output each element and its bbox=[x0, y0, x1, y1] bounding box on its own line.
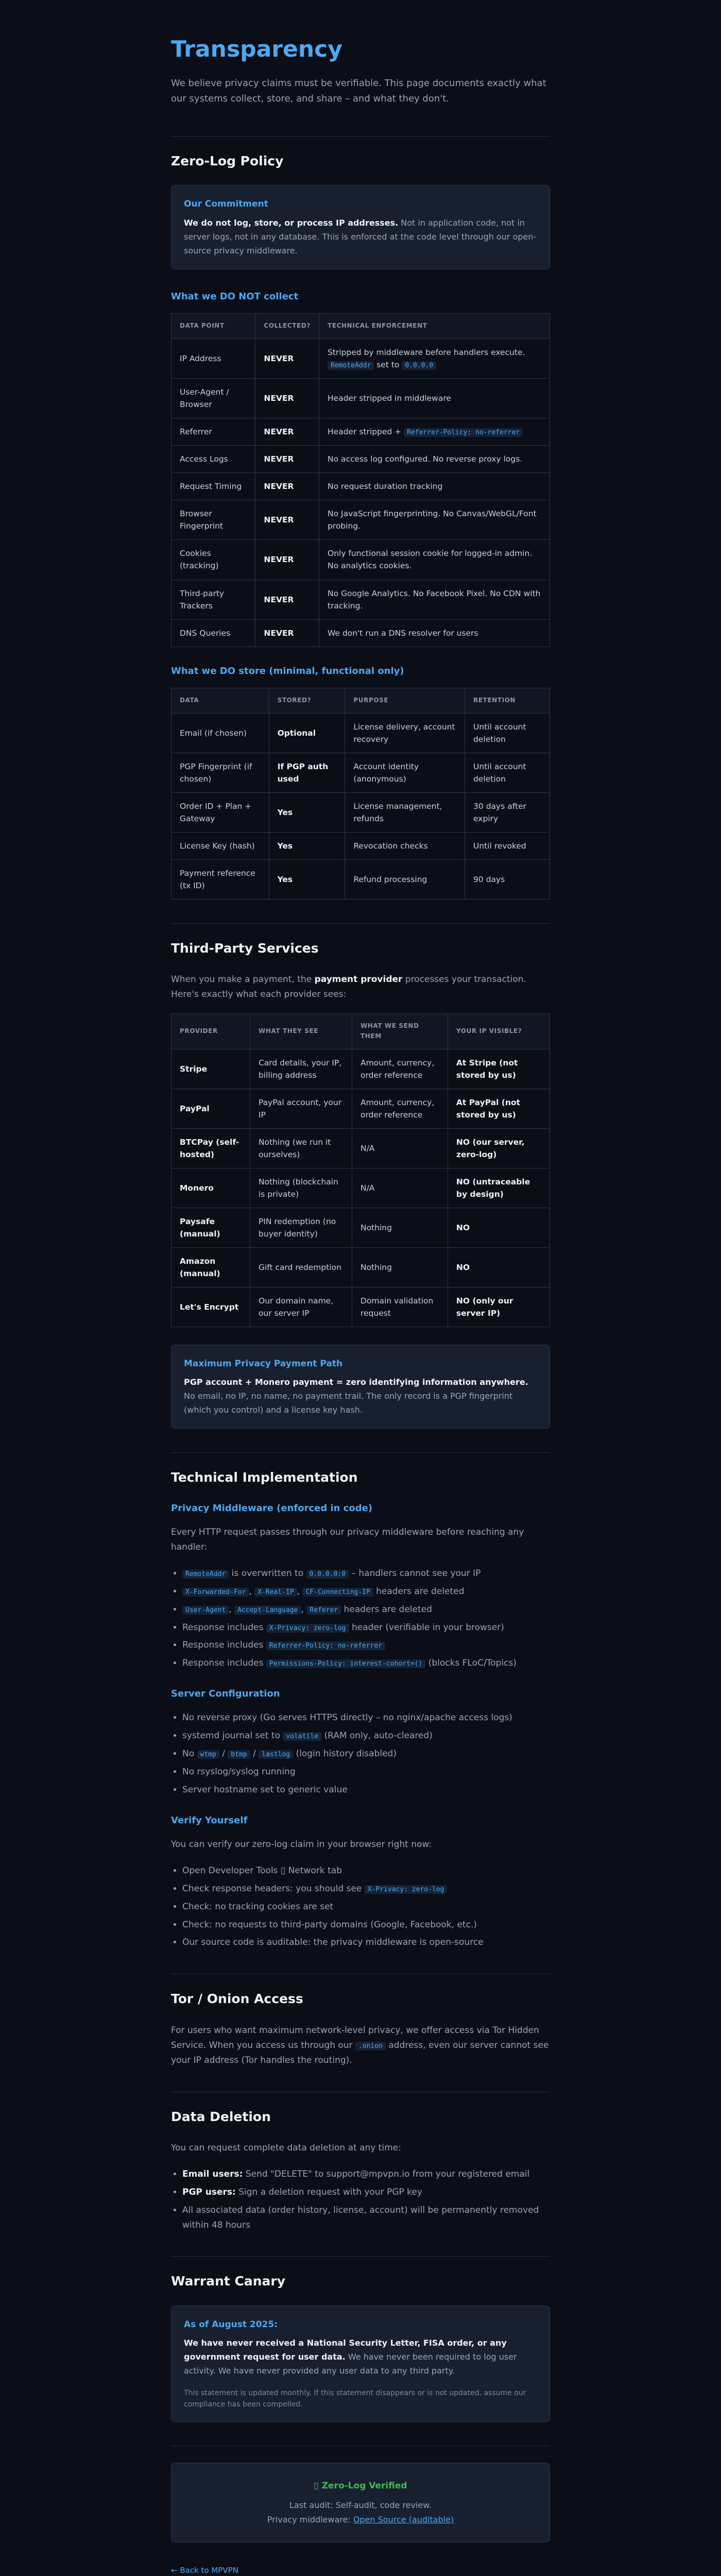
retention-cell: 30 days after expiry bbox=[465, 792, 550, 832]
inline-code: Accept-Language bbox=[234, 1606, 301, 1615]
enforcement-cell bbox=[319, 540, 550, 580]
server-list bbox=[171, 1710, 550, 1797]
inline-code: 0.0.0.0 bbox=[402, 361, 436, 370]
they-see-cell: Nothing (blockchain is private) bbox=[250, 1168, 352, 1208]
intro-pre: When you make a payment, the bbox=[171, 974, 315, 985]
table-row bbox=[171, 753, 550, 792]
list-item bbox=[182, 1620, 550, 1635]
collected-cell: NEVER bbox=[255, 540, 319, 580]
inline-code: User-Agent bbox=[182, 1606, 229, 1615]
inline-text: / bbox=[250, 1749, 259, 1759]
inline-code: RemoteAddr bbox=[328, 361, 374, 370]
store-table bbox=[171, 688, 550, 900]
zero-log-section bbox=[171, 153, 550, 900]
list-item bbox=[182, 1900, 550, 1914]
column-header: WHAT WE SEND THEM bbox=[352, 1013, 448, 1049]
list-item bbox=[182, 1638, 550, 1653]
canary-rest: We have never been required to log user activity. We have never provided any user data to any third party. bbox=[184, 2352, 517, 2376]
inline-text: Check: no tracking cookies are set bbox=[182, 1901, 334, 1912]
collected-cell: NEVER bbox=[255, 619, 319, 647]
table-row bbox=[171, 580, 550, 619]
inline-text: – handlers cannot see your IP bbox=[349, 1568, 481, 1579]
data-point-cell: Referrer bbox=[171, 418, 255, 446]
table-row bbox=[171, 379, 550, 418]
inline-code: X-Privacy: zero-log bbox=[365, 1885, 448, 1894]
not-collect-heading: What we DO NOT collect bbox=[171, 291, 299, 302]
inline-text: No reverse proxy (Go serves HTTPS directly – no nginx/apache access logs) bbox=[182, 1713, 512, 1723]
list-item bbox=[182, 1728, 550, 1743]
stored-cell: Optional bbox=[269, 713, 345, 753]
inline-text: No access log configured. No reverse proxy logs. bbox=[328, 454, 523, 464]
enforcement-cell bbox=[319, 418, 550, 446]
they-see-cell: Our domain name, our server IP bbox=[250, 1287, 352, 1327]
table-row bbox=[171, 859, 550, 899]
inline-text: We don't run a DNS resolver for users bbox=[328, 628, 478, 638]
data-point-cell: Third-party Trackers bbox=[171, 580, 255, 619]
ip-visible-cell: NO (only our server IP) bbox=[448, 1287, 550, 1327]
ip-visible-cell: NO bbox=[448, 1208, 550, 1247]
column-header: YOUR IP VISIBLE? bbox=[448, 1013, 550, 1049]
provider-cell: PayPal bbox=[171, 1089, 250, 1128]
stored-cell: Yes bbox=[269, 859, 345, 899]
column-header: COLLECTED? bbox=[255, 314, 319, 339]
data-point-cell: User-Agent / Browser bbox=[171, 379, 255, 418]
ip-visible-cell: At Stripe (not stored by us) bbox=[448, 1049, 550, 1089]
onion-code: .onion bbox=[355, 2042, 386, 2050]
page-title: Transparency bbox=[171, 36, 342, 62]
inline-text: header (verifiable in your browser) bbox=[349, 1622, 504, 1633]
column-header: WHAT THEY SEE bbox=[250, 1013, 352, 1049]
middleware-list bbox=[171, 1566, 550, 1671]
list-item bbox=[182, 1710, 550, 1725]
column-header: DATA bbox=[171, 688, 269, 713]
we-send-cell: N/A bbox=[352, 1168, 448, 1208]
inline-text: Check: no requests to third-party domains (Google, Facebook, etc.) bbox=[182, 1919, 477, 1930]
list-item bbox=[182, 1882, 550, 1896]
inline-text: , bbox=[229, 1604, 235, 1615]
they-see-cell: Card details, your IP, billing address bbox=[250, 1049, 352, 1089]
inline-text: Response includes bbox=[182, 1640, 266, 1651]
ip-visible-cell: At PayPal (not stored by us) bbox=[448, 1089, 550, 1128]
inline-text: No Google Analytics. No Facebook Pixel. No CDN with tracking. bbox=[328, 588, 541, 611]
inline-text: Open Developer Tools ▯ Network tab bbox=[182, 1865, 342, 1876]
inline-text: Response includes bbox=[182, 1622, 266, 1633]
tor-text-post: address, even our server cannot see your IP address (Tor handles the routing). bbox=[171, 2040, 549, 2065]
stored-cell: Yes bbox=[269, 832, 345, 859]
middleware-intro: Every HTTP request passes through our privacy middleware before reaching any handler: bbox=[171, 1527, 524, 1552]
table-row bbox=[171, 619, 550, 647]
column-header: PURPOSE bbox=[345, 688, 465, 713]
table-row bbox=[171, 1287, 550, 1327]
inline-text: headers are deleted bbox=[341, 1604, 432, 1615]
tor-text-pre: For users who want maximum network-level privacy, we offer access via Tor Hidden Service. When you access us through our bbox=[171, 2025, 539, 2050]
inline-text: No request duration tracking bbox=[328, 482, 443, 492]
inline-text: No JavaScript fingerprinting. No Canvas/WebGL/Font probing. bbox=[328, 509, 537, 531]
data-point-cell: DNS Queries bbox=[171, 619, 255, 647]
canary-strong: We have never received a National Security Letter, FISA order, or any government request for user data. bbox=[184, 2338, 507, 2362]
collected-cell: NEVER bbox=[255, 446, 319, 473]
zero-log-heading: Zero-Log Policy bbox=[171, 153, 284, 168]
data-cell: Order ID + Plan + Gateway bbox=[171, 792, 269, 832]
server-heading: Server Configuration bbox=[171, 1688, 280, 1700]
inline-text: Our source code is auditable: the privacy middleware is open-source bbox=[182, 1937, 484, 1948]
inline-text: Header stripped + bbox=[328, 427, 404, 437]
tor-section bbox=[171, 1991, 550, 2067]
inline-code: Referer bbox=[306, 1606, 341, 1615]
data-cell: PGP Fingerprint (if chosen) bbox=[171, 753, 269, 792]
they-see-cell: PIN redemption (no buyer identity) bbox=[250, 1208, 352, 1247]
inline-code: Referrer-Policy: no-referrer bbox=[404, 428, 523, 437]
table-row bbox=[171, 540, 550, 580]
page bbox=[171, 0, 550, 2576]
inline-text: No rsyslog/syslog running bbox=[182, 1767, 296, 1777]
table-row bbox=[171, 1049, 550, 1089]
audit-text: Last audit: Self-audit, code review. bbox=[289, 2500, 432, 2511]
canary-date: As of August 2025: bbox=[184, 2319, 278, 2330]
retention-cell: Until account deletion bbox=[465, 713, 550, 753]
provider-cell: BTCPay (self-hosted) bbox=[171, 1128, 250, 1168]
canary-section bbox=[171, 2273, 550, 2422]
verify-list bbox=[171, 1863, 550, 1950]
provider-cell: Paysafe (manual) bbox=[171, 1208, 250, 1247]
tech-heading: Technical Implementation bbox=[171, 1470, 358, 1485]
enforcement-cell bbox=[319, 339, 550, 379]
inline-text: systemd journal set to bbox=[182, 1731, 283, 1741]
inline-code: 0.0.0.0:0 bbox=[306, 1570, 349, 1579]
max-privacy-title: Maximum Privacy Payment Path bbox=[184, 1358, 343, 1369]
ip-visible-cell: NO bbox=[448, 1247, 550, 1287]
list-item-strong: Email users: bbox=[182, 2168, 243, 2179]
middleware-heading: Privacy Middleware (enforced in code) bbox=[171, 1502, 373, 1514]
enforcement-cell bbox=[319, 446, 550, 473]
provider-cell: Let's Encrypt bbox=[171, 1287, 250, 1327]
deletion-heading: Data Deletion bbox=[171, 2109, 271, 2124]
collected-cell: NEVER bbox=[255, 500, 319, 540]
third-party-heading: Third-Party Services bbox=[171, 940, 319, 956]
inline-code: CF-Connecting-IP bbox=[302, 1588, 373, 1597]
third-party-intro bbox=[171, 972, 550, 1002]
max-privacy-text bbox=[184, 1375, 537, 1417]
divider bbox=[171, 923, 550, 924]
inline-text: Send "DELETE" to support@mpvpn.io from your registered email bbox=[243, 2168, 530, 2179]
data-point-cell: Access Logs bbox=[171, 446, 255, 473]
inline-text: (login history disabled) bbox=[293, 1749, 397, 1759]
table-row bbox=[171, 1128, 550, 1168]
inline-code: wtmp bbox=[197, 1750, 219, 1759]
max-privacy-card bbox=[171, 1345, 550, 1429]
table-row bbox=[171, 1247, 550, 1287]
divider bbox=[171, 2256, 550, 2257]
max-privacy-strong: PGP account + Monero payment = zero identifying information anywhere. bbox=[184, 1377, 528, 1387]
inline-code: X-Real-IP bbox=[254, 1588, 297, 1597]
provider-cell: Stripe bbox=[171, 1049, 250, 1089]
data-point-cell: Cookies (tracking) bbox=[171, 540, 255, 580]
column-header: RETENTION bbox=[465, 688, 550, 713]
tech-section bbox=[171, 1469, 550, 1950]
we-send-cell: Nothing bbox=[352, 1208, 448, 1247]
list-item bbox=[182, 1863, 550, 1878]
inline-text: No bbox=[182, 1749, 197, 1759]
column-header: PROVIDER bbox=[171, 1013, 250, 1049]
retention-cell: Until revoked bbox=[465, 832, 550, 859]
verify-intro: You can verify our zero-log claim in your browser right now: bbox=[171, 1839, 432, 1850]
stored-cell: If PGP auth used bbox=[269, 753, 345, 792]
commitment-title: Our Commitment bbox=[184, 199, 268, 210]
data-point-cell: IP Address bbox=[171, 339, 255, 379]
table-row bbox=[171, 446, 550, 473]
enforcement-cell bbox=[319, 500, 550, 540]
table-row bbox=[171, 1208, 550, 1247]
inline-code: Referrer-Policy: no-referrer bbox=[266, 1641, 385, 1650]
enforcement-cell bbox=[319, 473, 550, 500]
inline-text: Only functional session cookie for logged-in admin. No analytics cookies. bbox=[328, 549, 533, 571]
inline-text: Stripped by middleware before handlers execute. bbox=[328, 348, 525, 358]
deletion-list bbox=[171, 2167, 550, 2233]
collected-cell: NEVER bbox=[255, 339, 319, 379]
middleware-label: Privacy middleware: bbox=[267, 2514, 353, 2524]
inline-code: Permissions-Policy: interest-cohort=() bbox=[266, 1659, 425, 1668]
provider-cell: Monero bbox=[171, 1168, 250, 1208]
canary-heading: Warrant Canary bbox=[171, 2274, 286, 2289]
ip-visible-cell: NO (untraceable by design) bbox=[448, 1168, 550, 1208]
tor-heading: Tor / Onion Access bbox=[171, 1991, 303, 2007]
list-item bbox=[182, 2167, 550, 2182]
table-row bbox=[171, 832, 550, 859]
inline-text: , bbox=[297, 1586, 303, 1597]
canary-card bbox=[171, 2306, 550, 2422]
inline-text: , bbox=[301, 1604, 307, 1615]
collected-cell: NEVER bbox=[255, 580, 319, 619]
inline-text: (RAM only, auto-cleared) bbox=[321, 1731, 433, 1741]
enforcement-cell bbox=[319, 379, 550, 418]
list-item bbox=[182, 1656, 550, 1671]
we-send-cell: N/A bbox=[352, 1128, 448, 1168]
collected-cell: NEVER bbox=[255, 418, 319, 446]
inline-code: RemoteAddr bbox=[182, 1570, 229, 1579]
data-cell: Payment reference (tx ID) bbox=[171, 859, 269, 899]
commitment-card bbox=[171, 185, 550, 269]
tor-text bbox=[171, 2023, 550, 2068]
store-heading: What we DO store (minimal, functional only) bbox=[171, 665, 404, 676]
they-see-cell: PayPal account, your IP bbox=[250, 1089, 352, 1128]
list-item bbox=[182, 1566, 550, 1581]
inline-text: (blocks FLoC/Topics) bbox=[425, 1658, 517, 1669]
purpose-cell: Revocation checks bbox=[345, 832, 465, 859]
column-header: STORED? bbox=[269, 688, 345, 713]
list-item bbox=[182, 2203, 550, 2233]
divider bbox=[171, 136, 550, 137]
list-item bbox=[182, 1765, 550, 1780]
inline-text: Sign a deletion request with your PGP key bbox=[235, 2187, 422, 2197]
list-item bbox=[182, 2185, 550, 2200]
stored-cell: Yes bbox=[269, 792, 345, 832]
page-subtitle: We believe privacy claims must be verifiable. This page documents exactly what our systems collect, store, and share – and what they don't. bbox=[171, 77, 546, 105]
we-send-cell: Domain validation request bbox=[352, 1287, 448, 1327]
inline-code: X-Privacy: zero-log bbox=[266, 1624, 349, 1633]
canary-note: This statement is updated monthly. If this statement disappears or is not updated, assume our compliance has been compelled. bbox=[184, 2388, 526, 2409]
table-row bbox=[171, 339, 550, 379]
table-row bbox=[171, 500, 550, 540]
ip-visible-cell: NO (our server, zero-log) bbox=[448, 1128, 550, 1168]
we-send-cell: Amount, currency, order reference bbox=[352, 1089, 448, 1128]
list-item bbox=[182, 1584, 550, 1599]
list-item-strong: PGP users: bbox=[182, 2187, 236, 2197]
inline-text: Response includes bbox=[182, 1658, 266, 1669]
inline-text: Check response headers: you should see bbox=[182, 1883, 365, 1894]
back-link[interactable]: ← Back to MPVPN bbox=[171, 2565, 238, 2575]
inline-text: , bbox=[249, 1586, 255, 1597]
list-item bbox=[182, 1602, 550, 1617]
purpose-cell: License management, refunds bbox=[345, 792, 465, 832]
they-see-cell: Nothing (we run it ourselves) bbox=[250, 1128, 352, 1168]
column-header: DATA POINT bbox=[171, 314, 255, 339]
inline-text: set to bbox=[374, 360, 402, 370]
we-send-cell: Nothing bbox=[352, 1247, 448, 1287]
data-cell: Email (if chosen) bbox=[171, 713, 269, 753]
inline-text: is overwritten to bbox=[229, 1568, 306, 1579]
intro-strong: payment provider bbox=[314, 974, 403, 985]
commitment-text bbox=[184, 216, 537, 258]
they-see-cell: Gift card redemption bbox=[250, 1247, 352, 1287]
verified-card bbox=[171, 2463, 550, 2542]
commitment-strong: We do not log, store, or process IP addresses. bbox=[184, 217, 399, 228]
collected-cell: NEVER bbox=[255, 473, 319, 500]
inline-text: Server hostname set to generic value bbox=[182, 1784, 348, 1795]
max-privacy-rest: No email, no IP, no name, no payment trail. The only record is a PGP fingerprint (which you control) and a license key hash. bbox=[184, 1391, 513, 1415]
commitment-rest: Not in application code, not in server logs, not in any database. This is enforced at the code level through our open-source privacy middleware. bbox=[184, 217, 537, 256]
list-item bbox=[182, 1918, 550, 1933]
verified-title: ▯ Zero-Log Verified bbox=[314, 2481, 407, 2492]
enforcement-cell bbox=[319, 619, 550, 647]
data-point-cell: Request Timing bbox=[171, 473, 255, 500]
table-row bbox=[171, 713, 550, 753]
deletion-section bbox=[171, 2109, 550, 2233]
third-party-section bbox=[171, 940, 550, 1429]
list-item bbox=[182, 1783, 550, 1798]
data-point-cell: Browser Fingerprint bbox=[171, 500, 255, 540]
table-row bbox=[171, 792, 550, 832]
list-item bbox=[182, 1747, 550, 1761]
not-collect-table bbox=[171, 313, 550, 647]
inline-code: X-Forwarded-For bbox=[182, 1588, 249, 1597]
verify-heading: Verify Yourself bbox=[171, 1815, 248, 1826]
middleware-source bbox=[184, 2513, 537, 2527]
we-send-cell: Amount, currency, order reference bbox=[352, 1049, 448, 1089]
inline-code: btmp bbox=[228, 1750, 250, 1759]
provider-cell: Amazon (manual) bbox=[171, 1247, 250, 1287]
purpose-cell: Account identity (anonymous) bbox=[345, 753, 465, 792]
inline-text: Header stripped in middleware bbox=[328, 394, 451, 403]
inline-code: lastlog bbox=[259, 1750, 293, 1759]
table-row bbox=[171, 1089, 550, 1128]
inline-text: / bbox=[219, 1749, 228, 1759]
canary-text bbox=[184, 2336, 537, 2378]
retention-cell: Until account deletion bbox=[465, 753, 550, 792]
inline-code: volatile bbox=[283, 1732, 321, 1741]
column-header: TECHNICAL ENFORCEMENT bbox=[319, 314, 550, 339]
table-row bbox=[171, 1168, 550, 1208]
deletion-intro: You can request complete data deletion at any time: bbox=[171, 2143, 401, 2154]
intro-post: processes your transaction. Here's exactly what each provider sees: bbox=[171, 974, 526, 1000]
providers-table bbox=[171, 1013, 550, 1327]
table-row bbox=[171, 418, 550, 446]
list-item bbox=[182, 1935, 550, 1950]
collected-cell: NEVER bbox=[255, 379, 319, 418]
inline-text: headers are deleted bbox=[373, 1586, 465, 1597]
retention-cell: 90 days bbox=[465, 859, 550, 899]
divider bbox=[171, 1452, 550, 1453]
table-row bbox=[171, 473, 550, 500]
purpose-cell: Refund processing bbox=[345, 859, 465, 899]
inline-text: All associated data (order history, license, account) will be permanently removed within 48 hours bbox=[182, 2205, 539, 2230]
enforcement-cell bbox=[319, 580, 550, 619]
purpose-cell: License delivery, account recovery bbox=[345, 713, 465, 753]
data-cell: License Key (hash) bbox=[171, 832, 269, 859]
open-source-link[interactable]: Open Source (auditable) bbox=[353, 2514, 454, 2524]
